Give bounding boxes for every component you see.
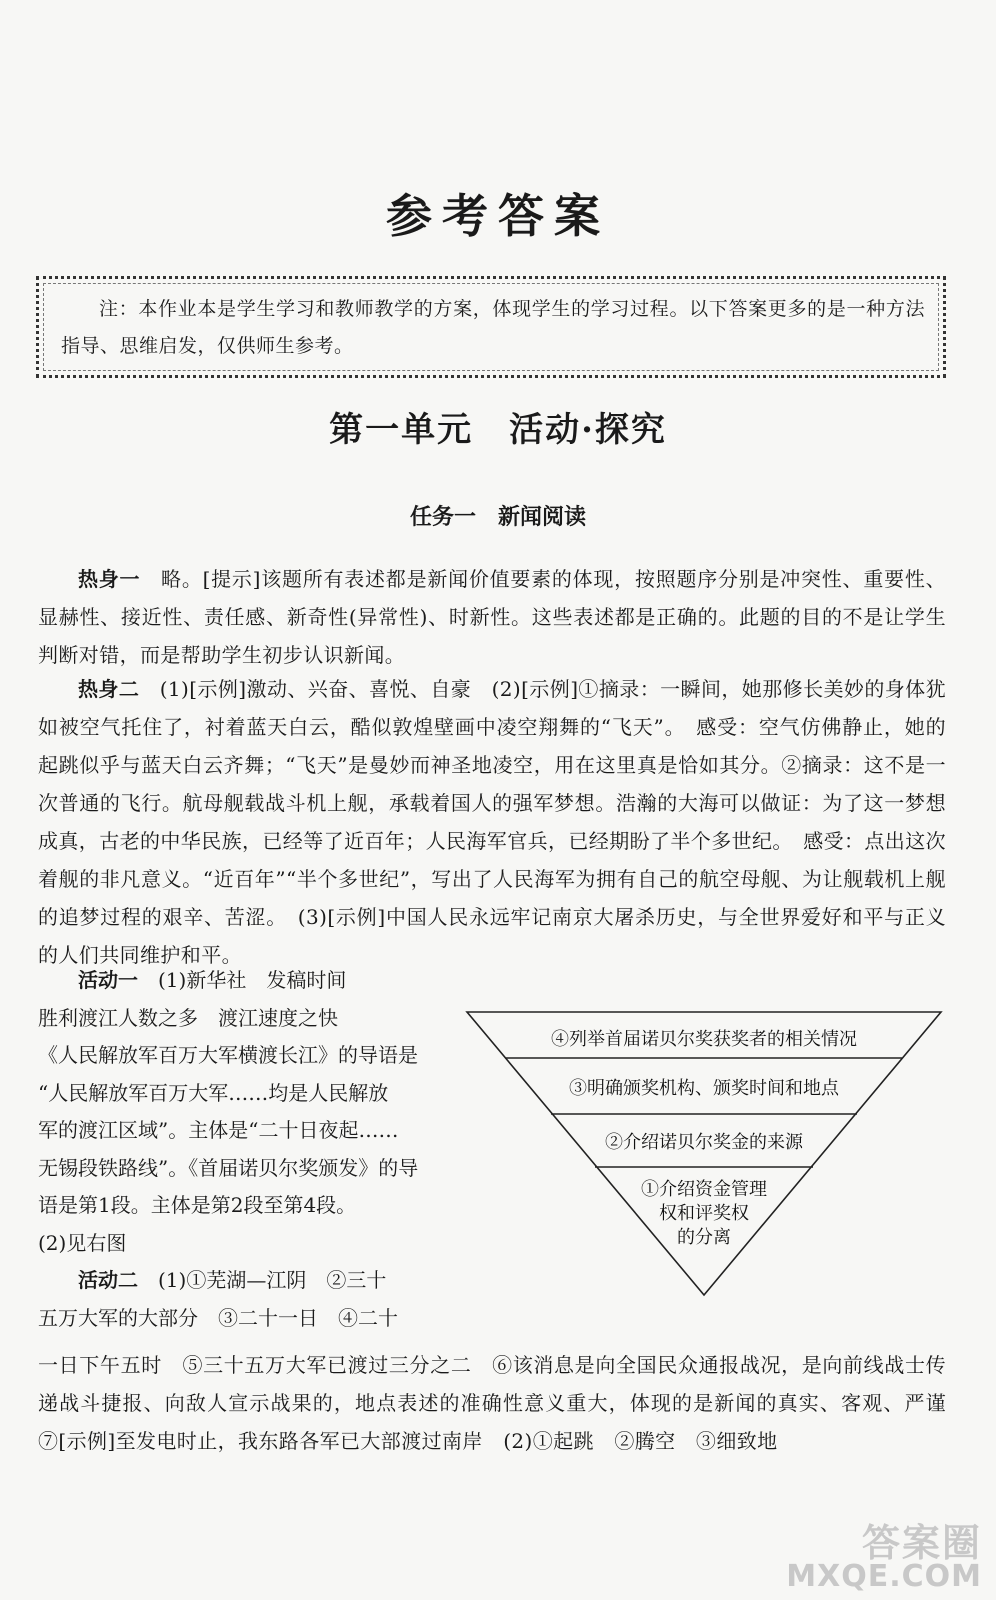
activity2-line: 活动二 (1)①芜湖—江阴 ②三十 — [78, 1268, 387, 1292]
activity2-tail: 一日下午五时 ⑤三十五万大军已渡过三分之二 ⑥该消息是向全国民众通报战况，是向前线战士传递战斗捷报、向敌人宣示战果的，地点表述的准确性意义重大，体现的是新闻的真实、客观、严谨 ⑦[示例]至发电时止，我东路各军已大部渡过南岸 (2)①起跳 ②腾空 ③细致地 — [38, 1353, 967, 1453]
unit-title: 第一单元 活动·探究 — [329, 410, 667, 450]
page-title: 参考答案 — [386, 189, 610, 243]
activity1-line: 《人民解放军百万大军横渡长江》的导语是 — [38, 1043, 418, 1067]
warmup2-label: 热身二 — [78, 677, 140, 701]
warmup1-text: 略。[提示]该题所有表述都是新闻价值要素的体现，按照题序分别是冲突性、重要性、显赫性、接近性、责任感、新奇性(异常性)、时新性。这些表述都是正确的。此题的目的不是让学生判断对错，而是帮助学生初步认识新闻。 — [38, 567, 947, 667]
pyramid-outline — [467, 1012, 941, 1295]
activity1-line: 活动一 (1)新华社 发稿时间 — [78, 968, 347, 992]
note-text: 注：本作业本是学生学习和教师教学的方案，体现学生的学习过程。以下答案更多的是一种方法指导、思维启发，仅供师生参考。 — [61, 298, 925, 357]
activity1-line: 军的渡江区域”。主体是“二十日夜起…… — [38, 1118, 399, 1142]
activity1-line: (2)见右图 — [38, 1230, 127, 1255]
pyramid-level-1-line2: 权和评奖权 — [659, 1203, 749, 1224]
activity2-label: 活动二 — [78, 1268, 138, 1292]
site-watermark — [786, 1521, 982, 1594]
pyramid-level-2: ②介绍诺贝尔奖金的来源 — [605, 1132, 803, 1153]
warmup2-paragraph — [38, 670, 946, 974]
activity1-line: 语是第1段。主体是第2段至第4段。 — [38, 1193, 357, 1217]
watermark-logo: 答案圈 — [861, 1521, 982, 1565]
activity1-label: 活动一 — [78, 968, 138, 992]
task-title: 任务一 新闻阅读 — [409, 505, 586, 530]
pyramid-level-1-line1: ①介绍资金管理 — [641, 1179, 767, 1200]
pyramid-level-1-line3: 的分离 — [677, 1227, 731, 1248]
pyramid-level-3: ③明确颁奖机构、颁奖时间和地点 — [569, 1078, 839, 1099]
warmup2-text: (1)[示例]激动、兴奋、喜悦、自豪 (2)[示例]①摘录：一瞬间，她那修长美妙的身体犹如被空气托住了，衬着蓝天白云，酷似敦煌壁画中凌空翔舞的“飞天”。 感受：空气仿佛静止，她的起跳似乎与蓝天白云齐舞；“飞天”是曼妙而神圣地凌空，用在这里真是恰如其分。②摘录：这不是一次普通的飞行。航母舰载战斗机上舰，承载着国人的强军梦想。浩瀚的大海可以做证：为了这一梦想成真，古老的中华民族，已经等了近百年；人民海军官兵，已经期盼了半个多世纪。 感受：点出这次着舰的非凡意义。“近百年”“半个多世纪”，写出了人民海军为拥有自己的航空母舰、为让舰载机上舰的追梦过程的艰辛、苦涩。 (3)[示例]中国人民永远牢记南京大屠杀历史，与全世界爱好和平与正义的人们共同维护和平。 — [38, 677, 947, 967]
watermark-url: MXQE.COM — [786, 1559, 982, 1594]
activity1-line: “人民解放军百万大军……均是人民解放 — [38, 1080, 389, 1105]
activity2-line: 五万大军的大部分 ③二十一日 ④二十 — [38, 1305, 398, 1330]
activity1-line: 胜利渡江人数之多 渡江速度之快 — [38, 1005, 338, 1030]
inverted-pyramid-diagram — [465, 1010, 945, 1300]
warmup1-paragraph — [38, 560, 946, 674]
activity1-line: 无锡段铁路线”。《首届诺贝尔奖颁发》的导 — [38, 1155, 419, 1180]
pyramid-level-4: ④列举首届诺贝尔奖获奖者的相关情况 — [551, 1029, 857, 1050]
note-box — [36, 276, 946, 378]
warmup1-label: 热身一 — [78, 567, 141, 591]
activity-left-column — [38, 962, 448, 1337]
